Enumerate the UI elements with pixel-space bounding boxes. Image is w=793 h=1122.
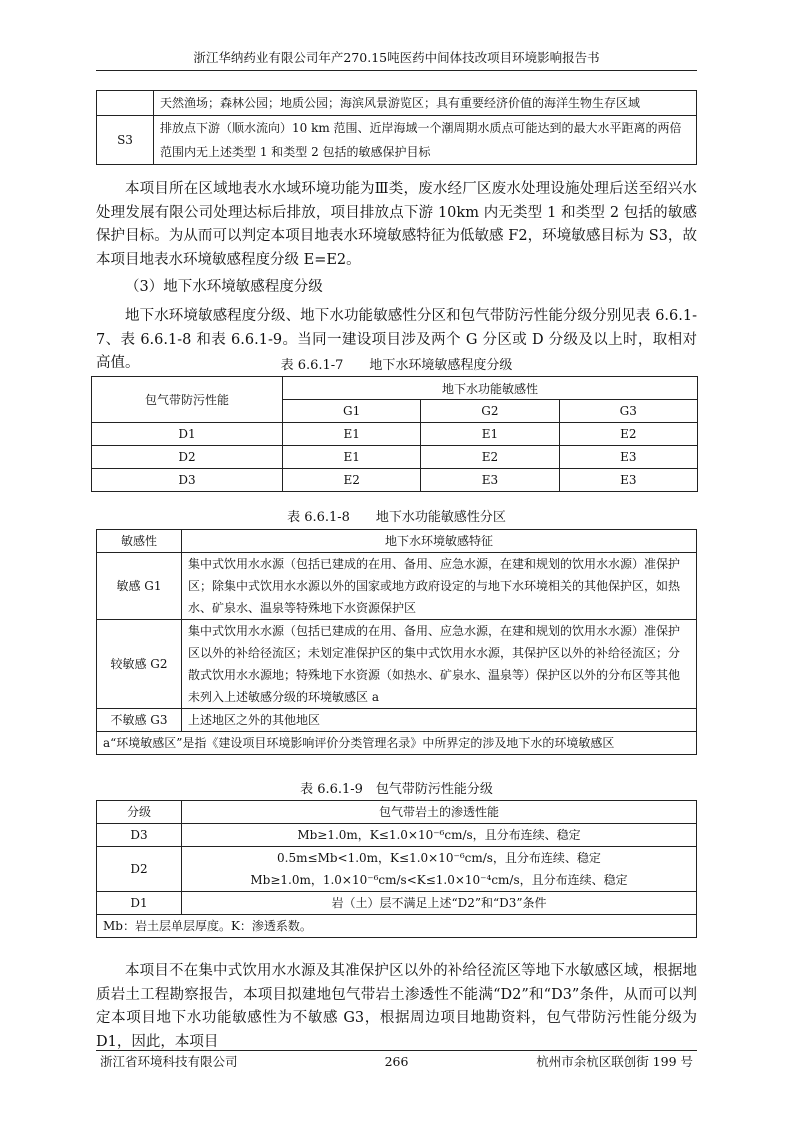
table-header-cell: 包气带防污性能: [92, 377, 283, 423]
table-cell: E2: [559, 423, 697, 446]
table-cell: D1: [92, 423, 283, 446]
table-cell: E2: [283, 469, 421, 492]
table-cell: 岩（土）层不满足上述“D2”和“D3”条件: [182, 892, 697, 915]
table-cell: 排放点下游（顺水流向）10 km 范围、近岸海域一个潮周期水质点可能达到的最大水平距离的两倍范围内无上述类型 1 和类型 2 包括的敏感保护目标: [154, 116, 697, 165]
table-header-cell: G1: [283, 400, 421, 423]
paragraph-surface-water: 本项目所在区域地表水水域环境功能为Ⅲ类，废水经厂区废水处理设施处理后送至绍兴水处理发展有限公司处理达标后排放，项目排放点下游 10km 内无类型 1 和类型 2 包括的敏感保护目标。为从而可以判定本项目地表水环境敏感特征为低敏感 F2，环境敏感目标为 S3，故本项目地表水环境敏感程度分级 E=E2。: [96, 181, 697, 268]
table-note: Mb：岩土层单层厚度。K：渗透系数。: [97, 915, 697, 938]
table-cell: 集中式饮用水水源（包括已建成的在用、备用、应急水源，在建和规划的饮用水水源）准保护区以外的补给径流区；未划定准保护区的集中式饮用水水源，其保护区以外的补给径流区；分散式饮用水水源地；特殊地下水资源（如热水、矿泉水、温泉等）保护区以外的分布区等其他未列入上述敏感分级的环境敏感区 a: [182, 620, 697, 709]
table-cell: 天然渔场；森林公园；地质公园；海滨风景游览区；具有重要经济价值的海洋生物生存区域: [154, 91, 697, 116]
table-row: [97, 620, 697, 709]
groundwater-function-table: [96, 529, 697, 755]
table-caption-6-6-1-7: 表 6.6.1-7 地下水环境敏感程度分级: [280, 358, 513, 373]
table-cell: E3: [559, 446, 697, 469]
table-cell: D3: [97, 824, 182, 847]
table-cell: E1: [421, 423, 559, 446]
footer-company: 浙江省环境科技有限公司: [100, 1054, 238, 1069]
table-header-cell: 地下水环境敏感特征: [182, 530, 697, 553]
table-cell: 0.5m≤Mb<1.0m，K≤1.0×10⁻⁶cm/s，且分布连续、稳定: [182, 847, 697, 870]
table-caption-6-6-1-9: 表 6.6.1-9 包气带防污性能分级: [300, 782, 493, 797]
table-header-cell: 包气带岩土的渗透性能: [182, 801, 697, 824]
table-row: [97, 116, 697, 165]
table-cell: E3: [421, 469, 559, 492]
table-row: [97, 732, 697, 755]
table-row: [97, 530, 697, 553]
page-header: 浙江华纳药业有限公司年产270.15吨医药中间体技改项目环境影响报告书: [96, 48, 697, 71]
table-note: a“环境敏感区”是指《建设项目环境影响评价分类管理名录》中所界定的涉及地下水的环境敏感区: [97, 732, 697, 755]
section-heading-3: （3）地下水环境敏感程度分级: [125, 279, 323, 295]
table-header-cell: G2: [421, 400, 559, 423]
table-cell: Mb≥1.0m，K≤1.0×10⁻⁶cm/s，且分布连续、稳定: [182, 824, 697, 847]
table-cell: [97, 91, 154, 116]
table-cell: E1: [283, 446, 421, 469]
table-cell: Mb≥1.0m，1.0×10⁻⁶cm/s<K≤1.0×10⁻⁴cm/s，且分布连续、稳定: [182, 869, 697, 892]
table-row: [97, 824, 697, 847]
page-footer: [96, 1050, 697, 1073]
groundwater-sensitivity-table: [91, 376, 698, 492]
paragraph-conclusion: 本项目不在集中式饮用水水源及其准保护区以外的补给径流区等地下水敏感区域，根据地质岩土工程勘察报告，本项目拟建地包气带岩土渗透性不能满“D2”和“D3”条件，从而可以判定本项目地下水功能敏感性为不敏感 G3，根据周边项目地勘资料，包气带防污性能分级为 D1，因此，本项目: [96, 963, 697, 1050]
table-row: [97, 91, 697, 116]
page-number: 266: [384, 1054, 409, 1069]
table-header-cell: 地下水功能敏感性: [283, 377, 698, 400]
table-cell: D2: [92, 446, 283, 469]
table-row: [97, 709, 697, 732]
table-cell: 上述地区之外的其他地区: [182, 709, 697, 732]
sensitivity-table-top: [96, 90, 697, 165]
table-row: [92, 446, 698, 469]
table-header-cell: 分级: [97, 801, 182, 824]
table-row: [92, 469, 698, 492]
table-row: [97, 847, 697, 870]
paragraph-groundwater: 地下水环境敏感程度分级、地下水功能敏感性分区和包气带防污性能分级分别见表 6.6.1-7、表 6.6.1-8 和表 6.6.1-9。当同一建设项目涉及两个 G 分区或 D 分级及以上时，取相对高值。: [96, 308, 697, 371]
table-row: [97, 869, 697, 892]
footer-address: 杭州市余杭区联创街 199 号: [536, 1054, 693, 1069]
table-row: [92, 423, 698, 446]
table-cell: D1: [97, 892, 182, 915]
table-header-cell: G3: [559, 400, 697, 423]
table-cell: D3: [92, 469, 283, 492]
table-cell: 较敏感 G2: [97, 620, 182, 709]
table-cell: E2: [421, 446, 559, 469]
table-row: [97, 892, 697, 915]
table-header-cell: 敏感性: [97, 530, 182, 553]
table-row: [97, 915, 697, 938]
table-cell: 敏感 G1: [97, 553, 182, 620]
table-cell: E1: [283, 423, 421, 446]
table-cell: D2: [97, 847, 182, 892]
table-row: [97, 801, 697, 824]
vadose-zone-table: [96, 800, 697, 938]
table-caption-6-6-1-8: 表 6.6.1-8 地下水功能敏感性分区: [287, 510, 506, 525]
table-cell: E3: [559, 469, 697, 492]
table-row: [97, 553, 697, 620]
table-cell: 不敏感 G3: [97, 709, 182, 732]
table-cell: S3: [97, 116, 154, 165]
table-row: [92, 377, 698, 400]
table-cell: 集中式饮用水水源（包括已建成的在用、备用、应急水源，在建和规划的饮用水水源）准保护区；除集中式饮用水水源以外的国家或地方政府设定的与地下水环境相关的其他保护区，如热水、矿泉水、温泉等特殊地下水资源保护区: [182, 553, 697, 620]
